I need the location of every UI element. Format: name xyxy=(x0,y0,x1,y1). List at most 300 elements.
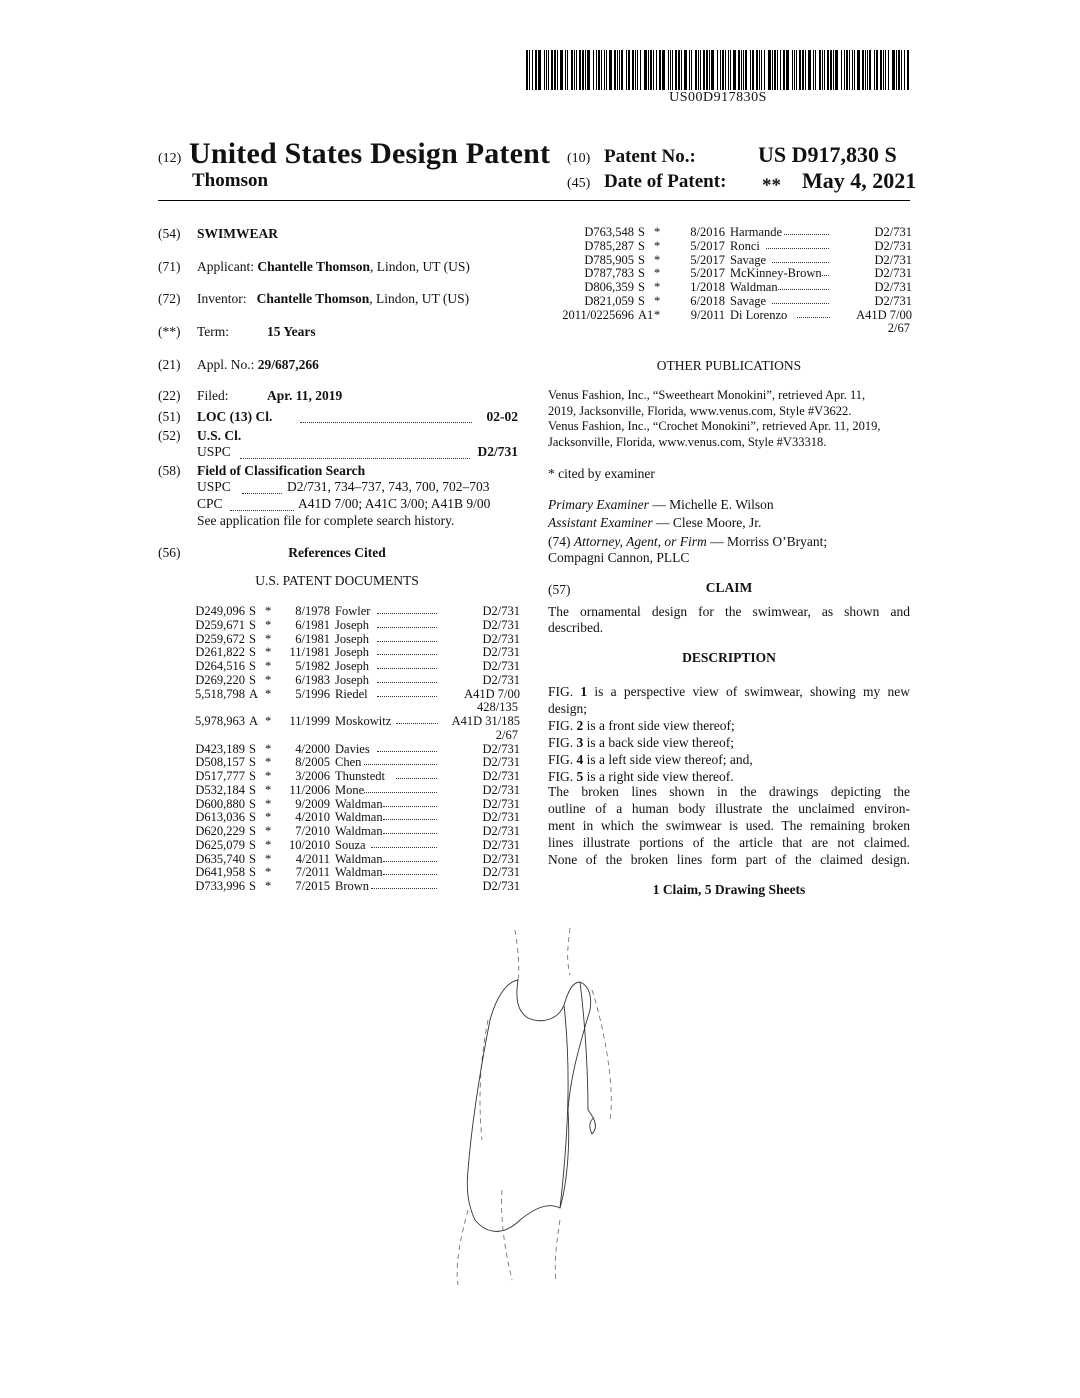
reference-name: Waldman xyxy=(335,851,383,866)
description-line: ment in which the swimwear is used. The remaining broken xyxy=(548,818,910,833)
barcode-bar xyxy=(883,50,884,90)
barcode-bar xyxy=(901,50,902,90)
reference-doc-number: D787,783 xyxy=(584,266,634,281)
barcode-bar xyxy=(626,50,627,90)
publication-line: 2019, Jacksonville, Florida, www.venus.com, Style #V3622. xyxy=(548,403,852,418)
reference-class: D2/731 xyxy=(438,673,520,687)
reference-star: * xyxy=(265,631,272,646)
search-uspc-label: USPC xyxy=(197,479,231,494)
reference-kind: A xyxy=(249,686,259,701)
reference-doc-number: 5,978,963 xyxy=(195,714,245,728)
reference-kind: S xyxy=(249,865,256,880)
barcode-bar xyxy=(794,50,795,90)
barcode-bar xyxy=(544,50,545,90)
reference-row xyxy=(190,645,518,659)
reference-doc-number: D600,880 xyxy=(195,796,245,811)
reference-date: 7/2015 xyxy=(295,879,330,893)
barcode-bar xyxy=(907,50,909,90)
reference-kind: S xyxy=(249,631,256,646)
primary-examiner-line xyxy=(548,497,774,513)
reference-star: * xyxy=(265,796,272,811)
barcode-bar xyxy=(681,50,682,90)
reference-date: 11/2006 xyxy=(289,782,330,797)
figure-number: 1 xyxy=(580,684,588,699)
attorney-firm: Compagni Cannon, PLLC xyxy=(548,550,690,565)
document-title: United States Design Patent xyxy=(189,137,551,170)
barcode-bar xyxy=(733,50,736,90)
arm-outline-right xyxy=(592,990,611,1120)
barcode-bar xyxy=(772,50,773,90)
reference-doc-number: 5,518,798 xyxy=(195,686,245,701)
reference-class: D2/731 xyxy=(438,632,520,646)
barcode-bar xyxy=(799,50,801,90)
reference-class: D2/731 xyxy=(830,253,912,267)
inventor-name: Chantelle Thomson xyxy=(256,291,370,306)
inventor-line xyxy=(197,291,469,307)
reference-star: * xyxy=(265,604,272,618)
reference-date: 6/1981 xyxy=(295,631,330,646)
reference-class: A41D 31/185 xyxy=(438,714,520,728)
reference-doc-number: D620,229 xyxy=(195,824,245,838)
barcode-bar xyxy=(709,50,710,90)
reference-name: Davies xyxy=(335,741,370,756)
reference-kind: S xyxy=(249,810,256,825)
barcode-bar xyxy=(598,50,600,90)
reference-star: * xyxy=(265,782,272,797)
reference-row xyxy=(548,308,910,322)
reference-row xyxy=(190,604,518,618)
barcode-bar xyxy=(738,50,740,90)
reference-name: Fowler xyxy=(335,604,371,618)
loc-value: 02-02 xyxy=(486,409,518,424)
figure-line xyxy=(548,700,910,717)
term-value: 15 Years xyxy=(267,324,316,339)
reference-doc-number: D259,672 xyxy=(195,631,245,646)
barcode-bar xyxy=(880,50,882,90)
barcode-bar xyxy=(867,50,868,90)
reference-name: Savage xyxy=(730,293,767,308)
barcode-bar xyxy=(548,50,549,90)
barcode-bar xyxy=(830,50,832,90)
barcode-bar xyxy=(557,50,558,90)
barcode-bar xyxy=(535,50,537,90)
reference-name: Riedel xyxy=(335,686,368,701)
barcode-bar xyxy=(869,50,871,90)
reference-date: 6/1983 xyxy=(295,672,330,687)
barcode-bar xyxy=(849,50,850,90)
barcode-bar xyxy=(728,50,729,90)
loc-label: LOC (13) Cl. xyxy=(197,409,273,424)
reference-name: Waldman xyxy=(335,796,383,811)
barcode-bar xyxy=(759,50,760,90)
code-51: (51) xyxy=(158,409,181,424)
reference-row xyxy=(190,879,518,893)
description-body xyxy=(548,783,910,868)
code-56: (56) xyxy=(158,545,181,560)
reference-doc-number: D423,189 xyxy=(195,741,245,756)
figure-text: is a front side view thereof; xyxy=(583,718,735,733)
inventor-place: , Lindon, UT (US) xyxy=(369,291,470,306)
reference-date: 4/2011 xyxy=(295,851,330,866)
reference-row xyxy=(190,769,518,783)
applicant-line xyxy=(197,259,470,275)
reference-kind: S xyxy=(249,837,256,852)
barcode-bar xyxy=(571,50,573,90)
reference-star: * xyxy=(654,293,661,308)
reference-row xyxy=(190,810,518,824)
code-57: (57) xyxy=(548,582,571,597)
reference-date: 3/2006 xyxy=(295,769,330,783)
barcode-bar xyxy=(792,50,793,90)
barcode-bar xyxy=(819,50,821,90)
barcode-bar xyxy=(896,50,897,90)
search-history-note: See application file for complete search history. xyxy=(197,513,455,528)
barcode-bar xyxy=(670,50,671,90)
code-10: (10) xyxy=(567,151,591,166)
barcode-bar xyxy=(604,50,605,90)
reference-class-continued: 428/135 xyxy=(477,700,518,715)
publication-line: Venus Fashion, Inc., “Sweetheart Monokini”, retrieved Apr. 11, xyxy=(548,388,866,402)
reference-name: Savage xyxy=(730,252,767,267)
barcode-bar xyxy=(637,50,638,90)
reference-star: * xyxy=(654,280,661,294)
us-patent-documents-heading: U.S. PATENT DOCUMENTS xyxy=(255,573,419,588)
search-cpc-label: CPC xyxy=(197,496,223,511)
reference-class: D2/731 xyxy=(830,280,912,294)
barcode-bar xyxy=(529,50,530,90)
reference-row xyxy=(190,687,518,701)
reference-name: Joseph xyxy=(335,672,370,687)
barcode-bar xyxy=(560,50,563,90)
barcode-bar xyxy=(750,50,751,90)
cited-by-examiner-note: * cited by examiner xyxy=(548,466,655,481)
reference-row-continued xyxy=(190,700,518,714)
barcode-bar xyxy=(601,50,602,90)
reference-name: Joseph xyxy=(335,617,370,632)
other-publications-list xyxy=(548,388,880,450)
barcode-bar xyxy=(854,50,855,90)
barcode-bar xyxy=(852,50,853,90)
reference-row xyxy=(190,742,518,756)
barcode-bar xyxy=(743,50,744,90)
barcode-bar xyxy=(833,50,834,90)
barcode-bar xyxy=(764,50,765,90)
barcode-bar xyxy=(711,50,714,90)
reference-date: 11/1981 xyxy=(289,645,330,660)
primary-examiner-name: — Michelle E. Wilson xyxy=(652,497,774,512)
reference-star: * xyxy=(265,714,272,728)
figure-prefix: FIG. xyxy=(548,752,577,767)
references-cited-heading: References Cited xyxy=(288,545,386,560)
barcode-bar xyxy=(885,50,886,90)
barcode-bar xyxy=(822,50,823,90)
barcode-bar xyxy=(722,50,724,90)
barcode-bar xyxy=(546,50,547,90)
barcode-bar xyxy=(876,50,878,90)
barcode-bar xyxy=(596,50,597,90)
barcode-bar xyxy=(653,50,654,90)
appl-no-label: Appl. No.: xyxy=(197,357,255,372)
assistant-examiner-label: Assistant Examiner xyxy=(548,515,653,530)
barcode-bar xyxy=(585,50,586,90)
attorney-name: — Morriss O’Bryant; xyxy=(710,534,828,549)
reference-row xyxy=(190,824,518,838)
reference-class-continued: 2/67 xyxy=(887,321,910,336)
reference-date: 8/2005 xyxy=(295,755,330,770)
reference-kind: S xyxy=(638,225,645,239)
figure-line xyxy=(548,751,910,768)
assistant-examiner-line xyxy=(548,515,761,531)
reference-name: Brown xyxy=(335,879,370,893)
reference-star: * xyxy=(265,810,272,825)
other-publications-heading: OTHER PUBLICATIONS xyxy=(656,358,802,373)
code-term: (**) xyxy=(158,324,181,339)
reference-class: D2/731 xyxy=(438,824,520,838)
figure-prefix: FIG. xyxy=(548,735,577,750)
reference-class: D2/731 xyxy=(830,294,912,308)
description-line: None of the broken lines form part of the claimed design. xyxy=(548,852,910,867)
claims-sheets-summary: 1 Claim, 5 Drawing Sheets xyxy=(652,882,806,897)
reference-row-continued xyxy=(190,728,518,742)
reference-class: D2/731 xyxy=(438,742,520,756)
attorney-code: (74) xyxy=(548,534,571,549)
filed-label: Filed: xyxy=(197,388,229,403)
reference-doc-number: D635,740 xyxy=(195,851,245,866)
reference-star: * xyxy=(265,865,272,880)
barcode-bar xyxy=(551,50,553,90)
reference-kind: S xyxy=(249,782,256,797)
reference-star: * xyxy=(265,645,272,660)
reference-doc-number: D733,996 xyxy=(195,879,245,893)
reference-row xyxy=(190,618,518,632)
design-title: SWIMWEAR xyxy=(197,226,279,241)
barcode-bar xyxy=(587,50,590,90)
reference-row xyxy=(548,253,910,267)
barcode-bar xyxy=(745,50,747,90)
reference-row xyxy=(548,280,910,294)
reference-doc-number: D625,079 xyxy=(195,837,245,852)
reference-row xyxy=(548,225,910,239)
figure-text: is a left side view thereof; and, xyxy=(583,752,753,767)
reference-doc-number: D259,671 xyxy=(195,617,245,632)
assistant-examiner-name: — Clese Moore, Jr. xyxy=(656,515,762,530)
reference-date: 9/2009 xyxy=(295,796,330,811)
reference-doc-number: D508,157 xyxy=(195,755,245,770)
barcode-bar xyxy=(827,50,829,90)
description-line: outline of a human body illustrate the unclaimed environ- xyxy=(548,801,910,816)
barcode-bar xyxy=(668,50,669,90)
attorney-label: Attorney, Agent, or Firm xyxy=(573,534,707,549)
reference-row-continued xyxy=(548,321,910,335)
reference-star: * xyxy=(265,741,272,756)
code-12: (12) xyxy=(158,151,182,166)
reference-name: Mone xyxy=(335,782,365,797)
reference-kind: S xyxy=(249,879,256,893)
inventor-label: Inventor: xyxy=(197,291,247,306)
barcode-bar xyxy=(808,50,811,90)
us-cl-leader xyxy=(240,449,470,459)
barcode-bar xyxy=(684,50,687,90)
swimsuit-strap xyxy=(580,982,588,1110)
reference-star: * xyxy=(265,879,272,893)
reference-date: 8/2016 xyxy=(690,225,725,239)
claim-text xyxy=(548,604,910,636)
barcode-bar xyxy=(574,50,575,90)
appl-no-line xyxy=(197,357,319,373)
barcode-bar xyxy=(650,50,652,90)
figure-prefix: FIG. xyxy=(548,684,581,699)
reference-star: * xyxy=(265,659,272,673)
reference-row xyxy=(190,852,518,866)
reference-star: * xyxy=(654,252,661,267)
reference-kind: S xyxy=(249,604,256,618)
barcode-bar xyxy=(725,50,726,90)
claim-line: The ornamental design for the swimwear, as shown and xyxy=(548,604,910,619)
barcode-bar xyxy=(609,50,612,90)
reference-kind: S xyxy=(638,293,645,308)
reference-star: * xyxy=(265,837,272,852)
figure-number: 4 xyxy=(576,752,584,767)
reference-doc-number: D806,359 xyxy=(584,280,634,294)
barcode-bar xyxy=(576,50,577,90)
reference-date: 9/2011 xyxy=(690,307,725,322)
reference-row xyxy=(190,673,518,687)
reference-class: D2/731 xyxy=(438,852,520,866)
description-line: The broken lines shown in the drawings depicting the xyxy=(548,784,910,799)
leg-outline-right xyxy=(555,1220,560,1282)
reference-kind: S xyxy=(249,755,256,770)
reference-date: 4/2000 xyxy=(295,741,330,756)
barcode-bar xyxy=(874,50,875,90)
reference-name: Harmande xyxy=(730,225,783,239)
barcode-bar xyxy=(691,50,692,90)
us-cl-value: D2/731 xyxy=(477,444,518,459)
date-marker: ** xyxy=(762,175,781,196)
figure-number: 2 xyxy=(576,718,584,733)
reference-date: 5/1996 xyxy=(295,686,330,701)
barcode-bar xyxy=(619,50,620,90)
description-line: lines illustrate portions of the article that are not claimed. xyxy=(548,835,910,850)
reference-kind: S xyxy=(249,617,256,632)
barcode-bar xyxy=(579,50,581,90)
reference-doc-number: D785,287 xyxy=(584,238,634,253)
reference-date: 6/2018 xyxy=(690,293,725,308)
figure-text: is a right side view thereof. xyxy=(583,769,734,784)
figure-line xyxy=(548,683,910,700)
attorney-line xyxy=(548,534,827,550)
reference-row xyxy=(548,239,910,253)
reference-kind: S xyxy=(249,851,256,866)
reference-kind: A xyxy=(249,714,259,728)
reference-row xyxy=(190,797,518,811)
barcode-bar xyxy=(835,50,838,90)
reference-date: 1/2018 xyxy=(690,280,725,294)
term-label: Term: xyxy=(197,324,230,339)
figure-text: is a back side view thereof; xyxy=(583,735,734,750)
barcode-bar xyxy=(815,50,816,90)
reference-star: * xyxy=(265,617,272,632)
search-uspc-value: D2/731, 734–737, 743, 700, 702–703 xyxy=(287,479,490,494)
reference-star: * xyxy=(265,851,272,866)
barcode-bar xyxy=(617,50,618,90)
appl-no-value: 29/687,266 xyxy=(257,357,319,372)
reference-date: 11/1999 xyxy=(289,714,330,728)
figure-text: is a perspective view of swimwear, showing my new xyxy=(587,684,910,699)
figure-line xyxy=(548,734,910,751)
barcode-bar xyxy=(621,50,623,90)
swimsuit-tie xyxy=(588,1110,595,1134)
code-72: (72) xyxy=(158,291,181,306)
applicant-name: Chantelle Thomson xyxy=(257,259,371,274)
reference-doc-number: D785,905 xyxy=(584,252,634,267)
barcode-bar xyxy=(606,50,607,90)
search-uspc-leader xyxy=(242,484,282,494)
barcode-bar xyxy=(741,50,742,90)
reference-name: Chen xyxy=(335,755,362,770)
reference-doc-number: D821,059 xyxy=(584,293,634,308)
reference-kind: S xyxy=(249,645,256,660)
barcode-bar xyxy=(703,50,705,90)
reference-date: 5/1982 xyxy=(295,659,330,673)
reference-date: 7/2010 xyxy=(295,824,330,838)
figure-number: 3 xyxy=(576,735,584,750)
barcode-bar xyxy=(706,50,708,90)
reference-name: Ronci xyxy=(730,238,760,253)
reference-class: D2/731 xyxy=(830,239,912,253)
field-search-label: Field of Classification Search xyxy=(197,463,366,478)
reference-kind: S xyxy=(249,659,256,673)
patent-no-label: Patent No.: xyxy=(604,146,696,167)
barcode-bar xyxy=(898,50,900,90)
us-cl-uspc-label: USPC xyxy=(197,444,231,459)
header-rule xyxy=(158,200,910,201)
reference-doc-number: D264,516 xyxy=(195,659,245,673)
code-52: (52) xyxy=(158,428,181,443)
barcode-bar xyxy=(526,50,528,90)
barcode-bar xyxy=(614,50,616,90)
barcode-bar xyxy=(892,50,895,90)
barcode-bar xyxy=(662,50,665,90)
reference-row xyxy=(190,659,518,673)
us-cl-label: U.S. Cl. xyxy=(197,428,242,443)
neck-outline-back xyxy=(568,928,570,975)
reference-star: * xyxy=(265,686,272,701)
leg-outline xyxy=(457,1210,468,1285)
reference-doc-number: D249,096 xyxy=(195,604,245,618)
reference-class: D2/731 xyxy=(438,810,520,824)
publication-line: Venus Fashion, Inc., “Crochet Monokini”, retrieved Apr. 11, 2019, xyxy=(548,419,881,433)
code-21: (21) xyxy=(158,357,181,372)
description-heading: DESCRIPTION xyxy=(682,650,776,665)
reference-row xyxy=(190,783,518,797)
barcode-bar xyxy=(532,50,533,90)
barcode-bar xyxy=(538,50,541,90)
code-22: (22) xyxy=(158,388,181,403)
reference-date: 4/2010 xyxy=(295,810,330,825)
reference-kind: S xyxy=(249,769,256,783)
reference-kind: S xyxy=(638,238,645,253)
figure-text: design; xyxy=(548,701,587,716)
barcode-bar xyxy=(844,50,845,90)
claim-line: described. xyxy=(548,620,604,635)
barcode-bar xyxy=(648,50,649,90)
reference-class: D2/731 xyxy=(830,225,912,239)
reference-leader xyxy=(396,714,441,724)
search-cpc-leader xyxy=(230,501,294,511)
reference-name: Moskowitz xyxy=(335,714,392,728)
barcode-bar xyxy=(672,50,673,90)
barcode-bar xyxy=(720,50,721,90)
